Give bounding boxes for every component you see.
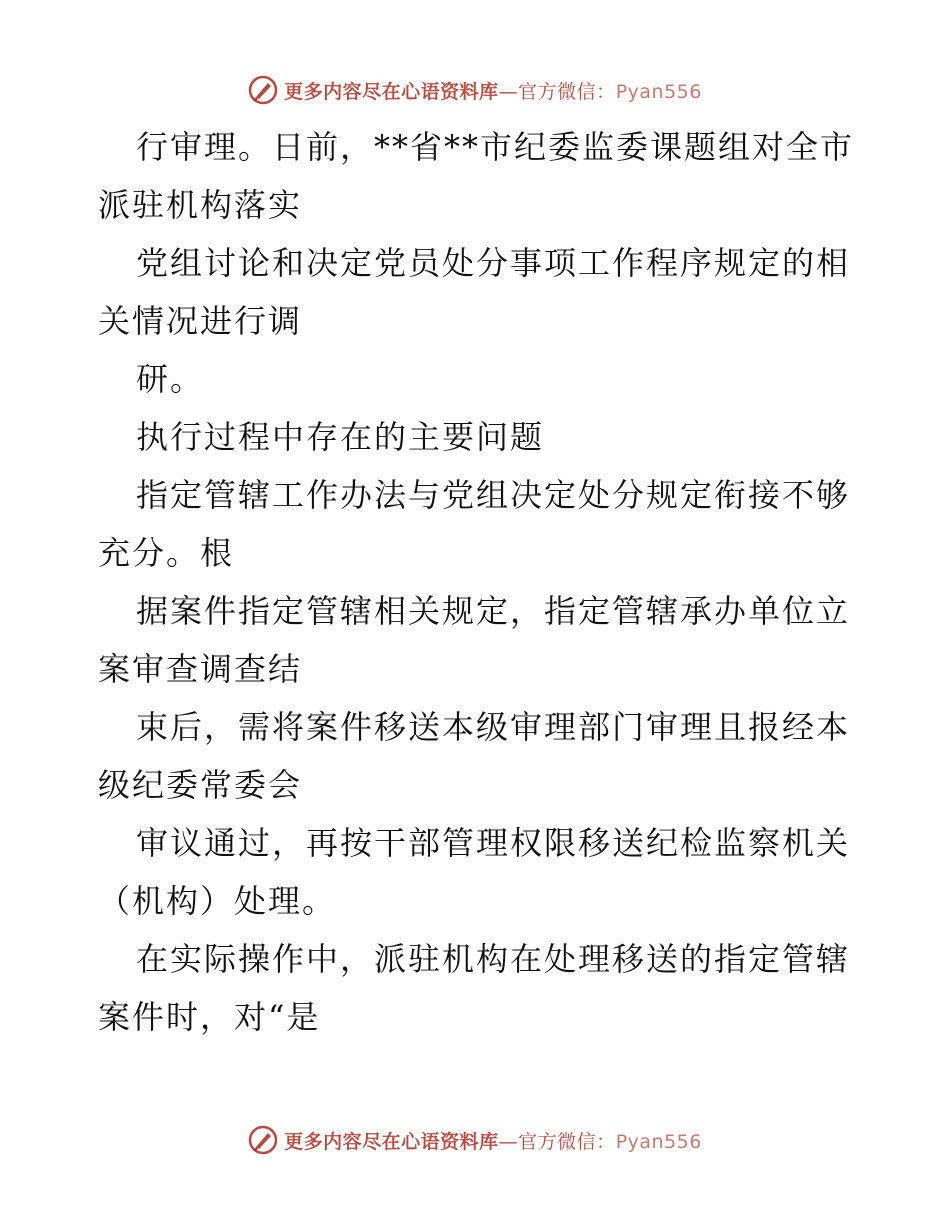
- section-heading: 执行过程中存在的主要问题: [136, 418, 545, 456]
- text-line: 案件时，对“是: [98, 998, 321, 1036]
- footer-banner: [0, 1120, 950, 1160]
- header-banner: [0, 70, 950, 110]
- banner-text: [284, 1127, 702, 1154]
- text-line: 派驻机构落实: [98, 186, 303, 224]
- quill-pen-icon: [248, 75, 278, 105]
- text-line: 束后，需将案件移送本级审理部门审理且报经本: [136, 708, 851, 746]
- document-body: [98, 118, 858, 1046]
- banner-main-text: 更多内容尽在心语资料库: [284, 80, 499, 103]
- banner-dash: —: [498, 80, 519, 103]
- text-line: 据案件指定管辖相关规定，指定管辖承办单位立: [136, 592, 851, 630]
- text-line: 指定管辖工作办法与党组决定处分规定衔接不够: [136, 476, 851, 514]
- text-line: 级纪委常委会: [98, 766, 303, 804]
- text-line: 案审查调查结: [98, 650, 303, 688]
- banner-wechat-id: Pyan556: [615, 80, 702, 103]
- text-line: 在实际操作中，派驻机构在处理移送的指定管辖: [136, 940, 851, 978]
- text-line: 关情况进行调: [98, 302, 303, 340]
- text-line: 行审理。日前，**省**市纪委监委课题组对全市: [136, 128, 855, 166]
- banner-dash: —: [498, 1130, 519, 1153]
- quill-pen-icon: [248, 1125, 278, 1155]
- banner-wechat-label: 官方微信：: [518, 80, 616, 103]
- banner-wechat-label: 官方微信：: [518, 1130, 616, 1153]
- text-line: 党组讨论和决定党员处分事项工作程序规定的相: [136, 244, 851, 282]
- text-line: 研。: [136, 360, 205, 398]
- text-line: 充分。根: [98, 534, 235, 572]
- banner-main-text: 更多内容尽在心语资料库: [284, 1130, 499, 1153]
- banner-wechat-id: Pyan556: [615, 1130, 702, 1153]
- text-line: 审议通过，再按干部管理权限移送纪检监察机关: [136, 824, 851, 862]
- text-line: （机构）处理。: [98, 882, 337, 920]
- banner-text: [284, 77, 702, 104]
